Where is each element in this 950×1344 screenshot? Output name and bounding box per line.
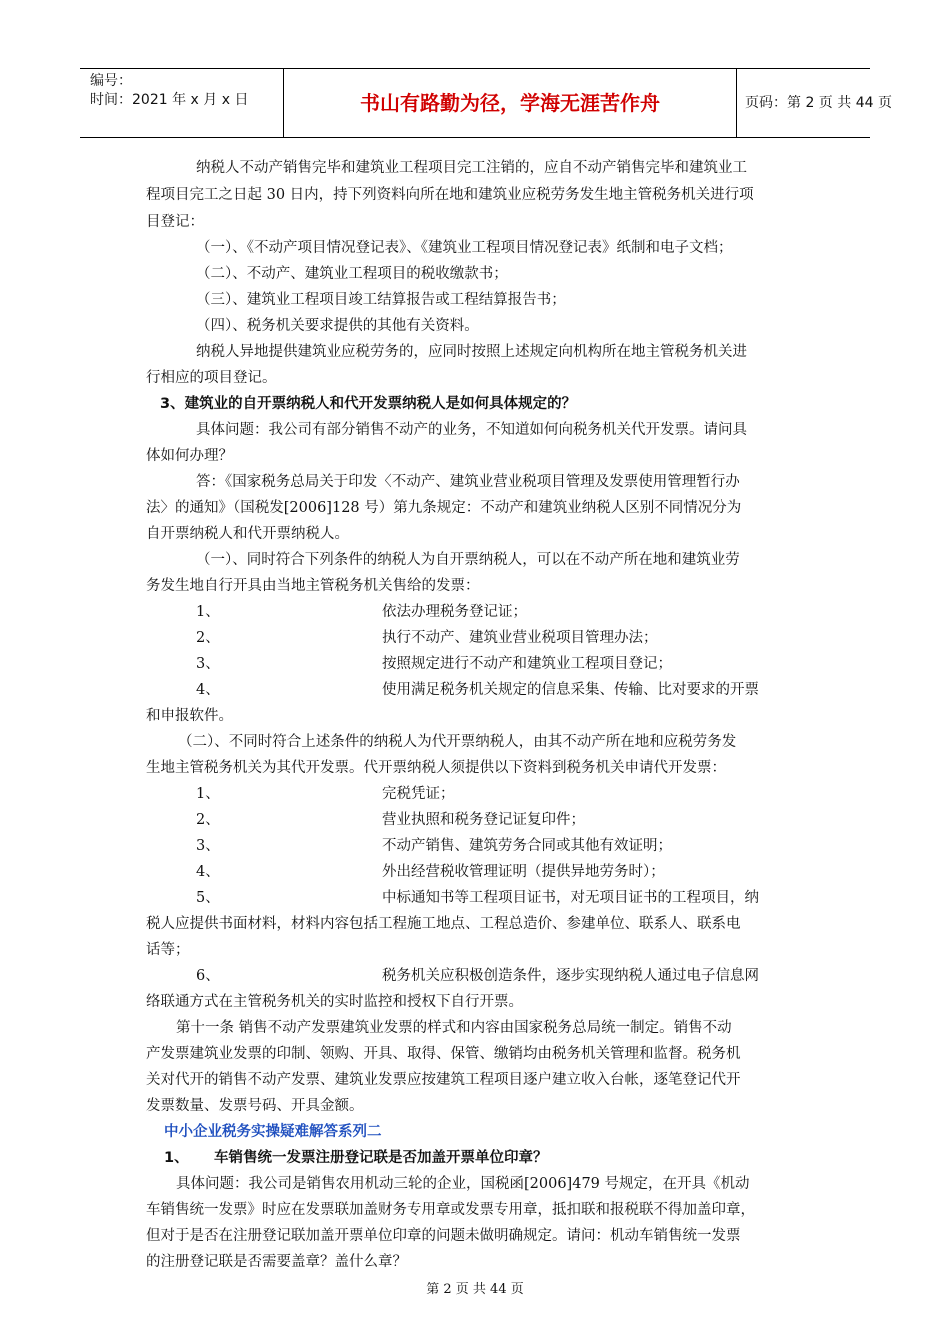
item-text: 外出经营税收管理证明（提供异地劳务时）； — [382, 864, 665, 880]
item-text: 话等； — [146, 942, 190, 958]
paragraph-line: 具体问题：我公司是销售农用机动三轮的企业，国税函[2006]479 号规定，在开具《机动 — [176, 1176, 750, 1192]
paragraph-line: 关对代开的销售不动产发票、建筑业发票应按建筑工程项目逐户建立收入台帐，逐笔登记代开 — [146, 1072, 741, 1088]
page-header — [80, 68, 892, 138]
item-number: 3、 — [196, 656, 220, 672]
paragraph-line: 的注册登记联是否需要盖章？盖什么章？ — [146, 1254, 407, 1270]
item-text: 执行不动产、建筑业营业税项目管理办法； — [382, 630, 658, 646]
section-heading: 3、建筑业的自开票纳税人和代开发票纳税人是如何具体规定的？ — [160, 396, 577, 412]
list-item: （二）、不动产、建筑业工程项目的税收缴款书； — [196, 266, 508, 282]
item-text: 使用满足税务机关规定的信息采集、传输、比对要求的开票 — [382, 682, 759, 698]
list-item: （四）、税务机关要求提供的其他有关资料。 — [196, 318, 479, 334]
paragraph-line: 发票数量、发票号码、开具金额。 — [146, 1098, 364, 1114]
serial-label: 编号： — [90, 73, 132, 89]
paragraph-line: 产发票建筑业发票的印制、领购、开具、取得、保管、缴销均由税务机关管理和监督。税务机 — [146, 1046, 741, 1062]
item-number: 1、 — [196, 604, 220, 620]
paragraph-line: （一）、同时符合下列条件的纳税人为自开票纳税人，可以在不动产所在地和建筑业劳 — [196, 552, 740, 568]
item-text: 不动产销售、建筑劳务合同或其他有效证明； — [382, 838, 672, 854]
paragraph-line: （二）、不同时符合上述条件的纳税人为代开票纳税人，由其不动产所在地和应税劳务发 — [178, 734, 737, 750]
paragraph-line: 自开票纳税人和代开票纳税人。 — [146, 526, 349, 542]
time-label: 时间：2021 年 x 月 x 日 — [90, 92, 249, 108]
item-number: 4、 — [196, 864, 220, 880]
header-page-info: 页码：第 2 页 共 44 页 — [745, 95, 892, 111]
paragraph-line: 纳税人异地提供建筑业应税劳务的，应同时按照上述规定向机构所在地主管税务机关进 — [196, 344, 747, 360]
header-motto: 书山有路勤为径，学海无涯苦作舟 — [283, 69, 737, 137]
item-number: 2、 — [196, 812, 220, 828]
list-item: （一）、《不动产项目情况登记表》、《建筑业工程项目情况登记表》纸制和电子文档； — [196, 240, 733, 256]
paragraph-line: 第十一条 销售不动产发票建筑业发票的样式和内容由国家税务总局统一制定。销售不动 — [176, 1020, 732, 1036]
item-text: 和申报软件。 — [146, 708, 233, 724]
item-text: 按照规定进行不动产和建筑业工程项目登记； — [382, 656, 672, 672]
paragraph-line: 生地主管税务机关为其代开发票。代开票纳税人须提供以下资料到税务机关申请代开发票： — [146, 760, 726, 776]
paragraph-line: 具体问题：我公司有部分销售不动产的业务，不知道如何向税务机关代开发票。请问具 — [196, 422, 747, 438]
item-number: 1、 — [196, 786, 220, 802]
question-number: 1、 — [164, 1150, 189, 1166]
paragraph-line: 目登记： — [146, 214, 204, 230]
question-heading: 车销售统一发票注册登记联是否加盖开票单位印章？ — [214, 1150, 548, 1166]
item-text: 络联通方式在主管税务机关的实时监控和授权下自行开票。 — [146, 994, 523, 1010]
item-number: 6、 — [196, 968, 220, 984]
item-number: 3、 — [196, 838, 220, 854]
paragraph-line: 务发生地自行开具由当地主管税务机关售给的发票： — [146, 578, 480, 594]
item-text: 税人应提供书面材料，材料内容包括工程施工地点、工程总造价、参建单位、联系人、联系电 — [146, 916, 741, 932]
paragraph-line: 法〉的通知》（国税发[2006]128 号）第九条规定：不动产和建筑业纳税人区别不同情况分为 — [146, 500, 742, 516]
paragraph-line: 车销售统一发票》时应在发票联加盖财务专用章或发票专用章，抵扣联和报税联不得加盖印章， — [146, 1202, 755, 1218]
item-number: 4、 — [196, 682, 220, 698]
paragraph-line: 体如何办理？ — [146, 448, 233, 464]
item-number: 2、 — [196, 630, 220, 646]
item-text: 营业执照和税务登记证复印件； — [382, 812, 585, 828]
item-text: 中标通知书等工程项目证书，对无项目证书的工程项目，纳 — [382, 890, 759, 906]
series-heading: 中小企业税务实操疑难解答系列二 — [164, 1124, 382, 1140]
paragraph-line: 纳税人不动产销售完毕和建筑业工程项目完工注销的，应自不动产销售完毕和建筑业工 — [196, 160, 747, 176]
item-text: 依法办理税务登记证； — [382, 604, 527, 620]
item-text: 完税凭证； — [382, 786, 455, 802]
list-item: （三）、建筑业工程项目竣工结算报告或工程结算报告书； — [196, 292, 566, 308]
header-meta — [80, 69, 283, 137]
paragraph-line: 但对于是否在注册登记联加盖开票单位印章的问题未做明确规定。请问：机动车销售统一发票 — [146, 1228, 741, 1244]
item-number: 5、 — [196, 890, 220, 906]
paragraph-line: 行相应的项目登记。 — [146, 370, 277, 386]
paragraph-line: 程项目完工之日起 30 日内，持下列资料向所在地和建筑业应税劳务发生地主管税务机关进行项 — [146, 187, 754, 203]
page-footer: 第 2 页 共 44 页 — [426, 1282, 524, 1297]
item-text: 税务机关应积极创造条件，逐步实现纳税人通过电子信息网 — [382, 968, 759, 984]
paragraph-line: 答：《国家税务总局关于印发〈不动产、建筑业营业税项目管理及发票使用管理暂行办 — [196, 474, 740, 490]
